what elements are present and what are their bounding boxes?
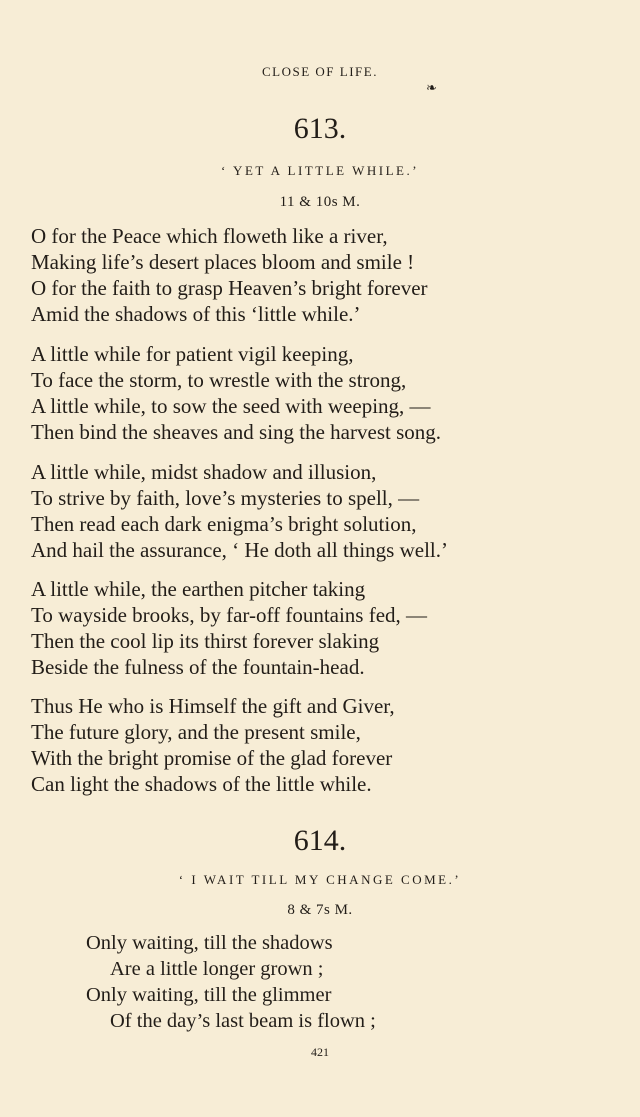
verse-line: A little while, to sow the seed with weeping, — [31, 394, 431, 418]
verse-line: Amid the shadows of this ‘little while.’ [31, 302, 361, 326]
verse-line: Only waiting, till the shadows [86, 932, 333, 954]
verse-line: Can light the shadows of the little while. [31, 772, 372, 796]
hymn-meter-613: 11 & 10s M. [279, 194, 361, 210]
verse-line: O for the Peace which floweth like a river, [31, 224, 388, 248]
verse-line: A little while, midst shadow and illusion, [31, 460, 377, 484]
verse-line: To strive by faith, love’s mysteries to spell, — [31, 486, 420, 510]
stanza-614-1 [86, 930, 376, 1034]
verse-line: Then bind the sheaves and sing the harvest song. [31, 420, 441, 444]
hymn-title-614: ‘ I WAIT TILL MY CHANGE COME.’ [178, 872, 462, 887]
verse-line: Making life’s desert places bloom and smile ! [31, 250, 415, 274]
verse-line: To wayside brooks, by far-off fountains fed, — [31, 603, 428, 627]
verse-line: Then read each dark enigma’s bright solution, [31, 512, 417, 536]
verse-line: Of the day’s last beam is flown ; [110, 1010, 376, 1032]
verse-line: To face the storm, to wrestle with the strong, [31, 368, 407, 392]
hymn-meter-614: 8 & 7s M. [287, 902, 353, 918]
stanza-613-2 [31, 341, 441, 445]
verse-line: Are a little longer grown ; [110, 958, 324, 980]
stanza-613-4 [31, 576, 427, 680]
stanza-613-3 [31, 459, 448, 563]
running-head: CLOSE OF LIFE. [262, 64, 378, 79]
hymn-title-613: ‘ YET A LITTLE WHILE.’ [220, 163, 420, 178]
ornament-mark: ❧ [426, 80, 437, 95]
verse-line: Thus He who is Himself the gift and Giver, [31, 694, 395, 718]
hymn-number-614: 614. [293, 824, 347, 857]
verse-line: With the bright promise of the glad forever [31, 746, 393, 770]
verse-line: And hail the assurance, ‘ He doth all things well.’ [31, 538, 448, 562]
verse-line: O for the faith to grasp Heaven’s bright forever [31, 276, 428, 300]
verse-line: A little while for patient vigil keeping, [31, 342, 354, 366]
stanza-613-1 [31, 223, 428, 327]
page-number: 421 [311, 1045, 329, 1059]
verse-line: Beside the fulness of the fountain-head. [31, 655, 365, 679]
verse-line: A little while, the earthen pitcher taking [31, 577, 366, 601]
verse-line: Then the cool lip its thirst forever slaking [31, 629, 380, 653]
verse-line: Only waiting, till the glimmer [86, 984, 332, 1006]
hymn-number-613: 613. [293, 112, 347, 145]
stanza-613-5 [31, 693, 395, 797]
verse-line: The future glory, and the present smile, [31, 720, 361, 744]
